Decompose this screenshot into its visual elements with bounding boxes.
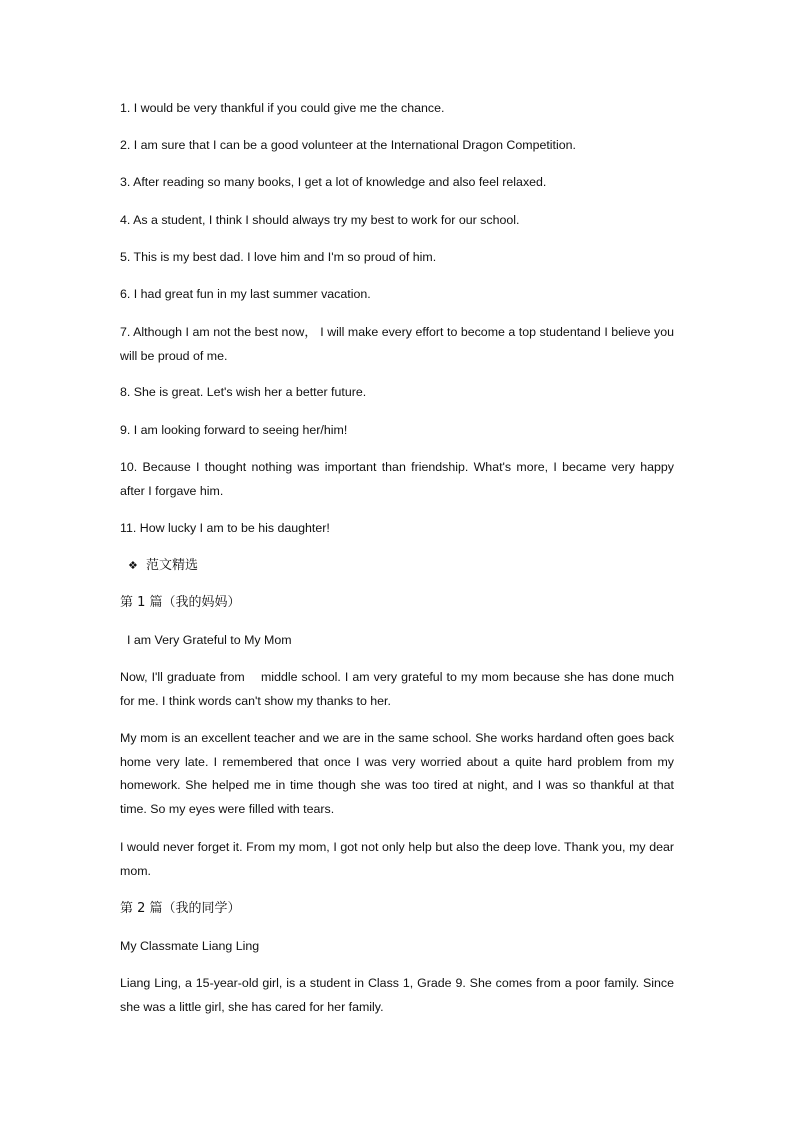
section-heading-text: 范文精选	[146, 558, 199, 573]
diamond-bullet-icon: ❖	[128, 559, 138, 572]
essay2-paragraph-1: Liang Ling, a 15-year-old girl, is a student in Class 1, Grade 9. She comes from a poor family. Since she was a little girl, she has cared for her family.	[120, 976, 674, 1014]
sentence-2: 2. I am sure that I can be a good volunteer at the International Dragon Competition.	[120, 138, 576, 152]
sentence-11: 11. How lucky I am to be his daughter!	[120, 521, 330, 535]
sentence-8: 8. She is great. Let's wish her a better future.	[120, 385, 367, 399]
sentence-6: 6. I had great fun in my last summer vacation.	[120, 287, 371, 301]
essay1-title: I am Very Grateful to My Mom	[127, 633, 292, 647]
sentence-9: 9. I am looking forward to seeing her/him!	[120, 423, 348, 437]
sentence-1: 1. I would be very thankful if you could give me the chance.	[120, 101, 445, 115]
sentence-10: 10. Because I thought nothing was important than friendship. What's more, I became very happy after I forgave him.	[120, 460, 674, 498]
essay2-title: My Classmate Liang Ling	[120, 939, 260, 953]
essay1-paragraph-2: My mom is an excellent teacher and we are in the same school. She works hardand often goes back home very late. I remembered that once I was very worried about a quite hard problem from my homework. She helped me in time though she was too tired at night, and I was so thankful at that time. So my eyes were filled with tears.	[120, 731, 674, 816]
essay1-paragraph-1: Now, I'll graduate from middle school. I am very grateful to my mom because she has done much for me. I think words can't show my thanks to her.	[120, 670, 678, 708]
sentence-4: 4. As a student, I think I should always try my best to work for our school.	[120, 213, 520, 227]
essay1-label: 第 1 篇（我的妈妈）	[120, 595, 241, 610]
sentence-7: 7. Although I am not the best now， I will make every effort to become a top studentand I believe you will be proud of me.	[120, 325, 674, 363]
sentence-5: 5. This is my best dad. I love him and I'm so proud of him.	[120, 250, 437, 264]
essay2-label: 第 2 篇（我的同学）	[120, 901, 241, 916]
sentence-3: 3. After reading so many books, I get a lot of knowledge and also feel relaxed.	[120, 175, 547, 189]
essay1-paragraph-3: I would never forget it. From my mom, I got not only help but also the deep love. Thank you, my dear mom.	[120, 840, 674, 878]
section-heading	[120, 554, 674, 578]
